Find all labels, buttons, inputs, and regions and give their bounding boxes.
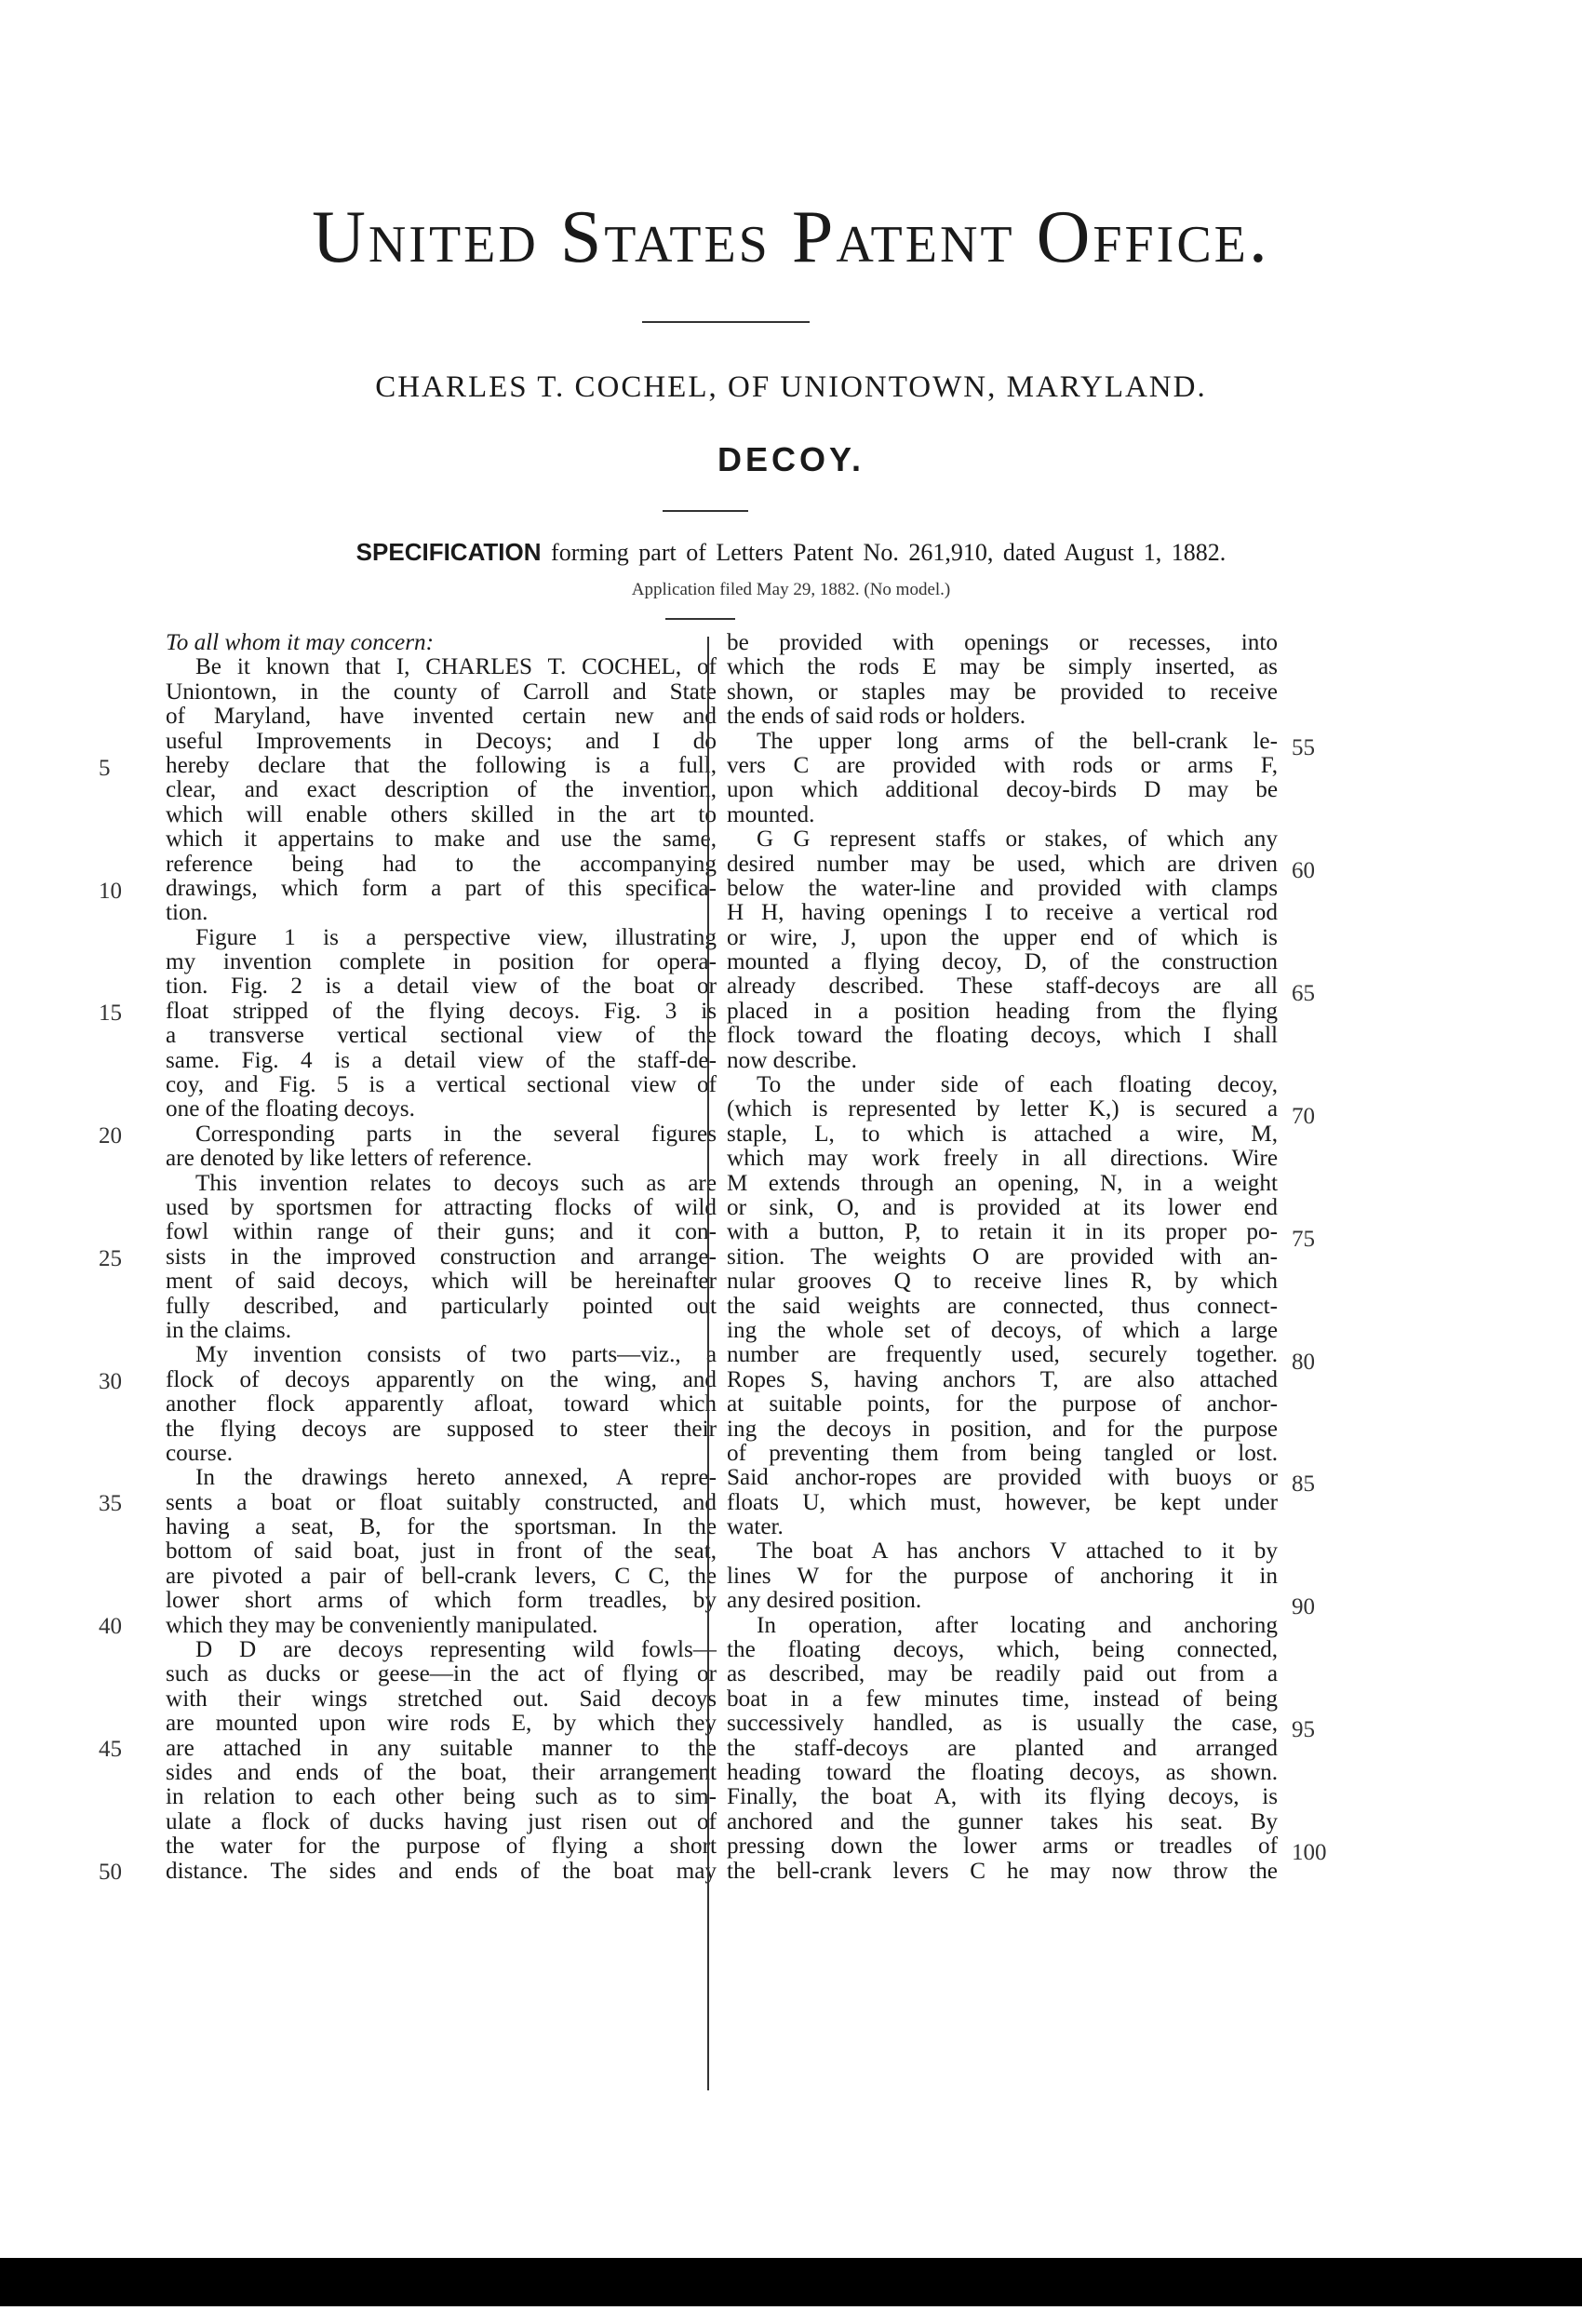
right-column-line: any desired position. <box>727 1588 922 1614</box>
right-column-line: H H, having openings I to receive a vertical rod <box>727 900 1278 926</box>
right-column-line: at suitable points, for the purpose of anchor- <box>727 1391 1278 1417</box>
left-column-line: the water for the purpose of flying a short <box>166 1834 717 1860</box>
left-column-line: clear, and exact description of the invention, <box>166 777 717 803</box>
right-column-line: of preventing them from being tangled or lost. <box>727 1440 1278 1466</box>
left-line-number: 25 <box>99 1246 122 1271</box>
right-column-line: pressing down the lower arms or treadles of <box>727 1834 1278 1860</box>
right-column-line: Said anchor-ropes are provided with buoys or <box>727 1465 1278 1491</box>
right-column-line: the said weights are connected, thus connect- <box>727 1293 1278 1319</box>
left-column-line: tion. Fig. 2 is a detail view of the boat or <box>166 974 717 1000</box>
specification-text: forming part of Letters Patent No. 261,910, dated August 1, 1882. <box>541 539 1227 566</box>
right-column-line: (which is represented by letter K,) is secured a <box>727 1096 1278 1122</box>
right-column-line: Ropes S, having anchors T, are also attached <box>727 1366 1278 1392</box>
right-column-line: now describe. <box>727 1047 857 1073</box>
column-divider <box>707 637 709 2090</box>
right-column-line: mounted. <box>727 801 815 827</box>
right-column-line: number are frequently used, securely together. <box>727 1342 1278 1368</box>
right-column-line: In operation, after locating and anchoring <box>757 1612 1278 1638</box>
left-column-line: in relation to each other being such as to sim- <box>166 1784 717 1810</box>
left-column-line: useful Improvements in Decoys; and I do <box>166 728 717 754</box>
right-column-line: which may work freely in all directions. Wire <box>727 1146 1278 1172</box>
left-column-line: sists in the improved construction and arrange- <box>166 1243 717 1269</box>
left-column-line: my invention complete in position for opera- <box>166 949 717 975</box>
right-column-line: with a button, P, to retain it in its proper po- <box>727 1219 1278 1245</box>
left-column-line: ulate a flock of ducks having just risen out of <box>166 1808 717 1834</box>
right-column-line: mounted a flying decoy, D, of the construction <box>727 949 1278 975</box>
right-line-number: 75 <box>1292 1227 1315 1252</box>
right-column-line: the bell-crank levers C he may now throw the <box>727 1858 1278 1884</box>
left-column-line: Uniontown, in the county of Carroll and State <box>166 678 717 705</box>
right-column-line: water. <box>727 1514 784 1540</box>
right-column-line: ing the whole set of decoys, of which a large <box>727 1317 1278 1343</box>
invention-title: DECOY. <box>717 440 865 478</box>
right-line-number: 100 <box>1292 1840 1327 1865</box>
right-column-line: flock toward the floating decoys, which I shall <box>727 1023 1278 1049</box>
left-column-line: are mounted upon wire rods E, by which they <box>166 1711 717 1737</box>
left-column-line: which they may be conveniently manipulated. <box>166 1612 598 1638</box>
left-line-number: 5 <box>99 756 111 781</box>
right-line-number: 60 <box>1292 858 1315 883</box>
left-column-line: a transverse vertical sectional view of the <box>166 1023 717 1049</box>
right-line-number: 85 <box>1292 1471 1315 1497</box>
title-rule <box>663 510 748 512</box>
right-column-line: upon which additional decoy-birds D may be <box>727 777 1278 803</box>
left-column-line: are denoted by like letters of reference. <box>166 1146 532 1172</box>
right-column-line: M extends through an opening, N, in a weight <box>727 1170 1278 1196</box>
right-line-number: 80 <box>1292 1350 1315 1375</box>
left-column-line: My invention consists of two parts—viz., a <box>195 1342 717 1368</box>
right-column-line: placed in a position heading from the flying <box>727 998 1278 1024</box>
specification-label: SPECIFICATION <box>355 538 542 566</box>
right-column-line: the ends of said rods or holders. <box>727 704 1026 730</box>
right-column-line: the staff-decoys are planted and arranged <box>727 1735 1278 1761</box>
right-column-line: below the water-line and provided with clamps <box>727 875 1278 901</box>
left-column-line: of Maryland, have invented certain new and <box>166 704 717 730</box>
left-column-line: which will enable others skilled in the art to <box>166 801 717 827</box>
left-column-line: having a seat, B, for the sportsman. In the <box>166 1514 717 1540</box>
right-column-line: anchored and the gunner takes his seat. By <box>727 1808 1278 1834</box>
spec-rule <box>665 618 735 620</box>
right-line-number: 65 <box>1292 981 1315 1006</box>
right-line-number: 90 <box>1292 1594 1315 1619</box>
left-column-line: are attached in any suitable manner to the <box>166 1735 717 1761</box>
left-column-line: are pivoted a pair of bell-crank levers, C C, the <box>166 1563 717 1589</box>
left-line-number: 15 <box>99 1001 122 1026</box>
right-column-line: already described. These staff-decoys are all <box>727 974 1278 1000</box>
left-column-line: same. Fig. 4 is a detail view of the staff-de- <box>166 1047 717 1073</box>
right-column-line: the floating decoys, which, being connected, <box>727 1637 1278 1663</box>
left-column-line: such as ducks or geese—in the act of flying or <box>166 1661 717 1687</box>
left-column-line: course. <box>166 1440 234 1466</box>
left-line-number: 45 <box>99 1737 122 1762</box>
left-column-line: float stripped of the flying decoys. Fig. 3 is <box>166 998 717 1024</box>
header-rule <box>642 321 810 323</box>
right-column-line: ing the decoys in position, and for the purpose <box>727 1416 1278 1442</box>
right-line-number: 95 <box>1292 1717 1315 1742</box>
left-column-line: one of the floating decoys. <box>166 1096 415 1122</box>
right-column-line: staple, L, to which is attached a wire, M, <box>727 1121 1278 1147</box>
right-column-line: or sink, O, and is provided at its lower end <box>727 1194 1278 1220</box>
left-column-line: with their wings stretched out. Said decoys <box>166 1686 717 1712</box>
left-column-line: Be it known that I, CHARLES T. COCHEL, of <box>195 654 717 680</box>
right-column-line: or wire, J, upon the upper end of which is <box>727 924 1278 950</box>
right-column-line: G G represent staffs or stakes, of which any <box>757 826 1278 853</box>
left-line-number: 30 <box>99 1369 122 1394</box>
right-line-number: 70 <box>1292 1104 1315 1129</box>
left-column-line: tion. <box>166 900 208 926</box>
left-column-line: reference being had to the accompanying <box>166 851 717 877</box>
right-column-line: floats U, which must, however, be kept under <box>727 1489 1278 1515</box>
left-column-line: coy, and Fig. 5 is a vertical sectional view of <box>166 1072 717 1098</box>
left-column-line: sides and ends of the boat, their arrangement <box>166 1759 717 1785</box>
left-text-column <box>166 631 717 1884</box>
left-column-line: another flock apparently afloat, toward which <box>166 1391 717 1417</box>
right-column-line: boat in a few minutes time, instead of being <box>727 1686 1278 1712</box>
left-column-line: sents a boat or float suitably constructed, and <box>166 1489 717 1515</box>
left-column-line: Figure 1 is a perspective view, illustrating <box>195 924 717 950</box>
right-column-line: heading toward the floating decoys, as shown. <box>727 1759 1278 1785</box>
left-column-line: fowl within range of their guns; and it con- <box>166 1219 717 1245</box>
right-text-column <box>727 631 1278 1884</box>
left-column-line: drawings, which form a part of this specifica- <box>166 875 717 901</box>
inventor-line: CHARLES T. COCHEL, OF UNIONTOWN, MARYLAND. <box>375 370 1207 404</box>
right-column-line: which the rods E may be simply inserted, as <box>727 654 1278 680</box>
left-column-line: In the drawings hereto annexed, A repre- <box>195 1465 717 1491</box>
left-column-line: Corresponding parts in the several figures <box>195 1121 717 1147</box>
right-column-line: nular grooves Q to receive lines R, by which <box>727 1269 1278 1295</box>
left-column-line: the flying decoys are supposed to steer their <box>166 1416 717 1442</box>
left-line-number: 40 <box>99 1614 122 1639</box>
left-column-line: flock of decoys apparently on the wing, and <box>166 1366 717 1392</box>
right-column-line: sition. The weights O are provided with an- <box>727 1243 1278 1269</box>
right-column-line: be provided with openings or recesses, into <box>727 630 1278 655</box>
right-column-line: vers C are provided with rods or arms F, <box>727 752 1278 778</box>
page-header-office: United States Patent Office. <box>312 196 1270 278</box>
left-line-number: 50 <box>99 1860 122 1885</box>
left-column-line: distance. The sides and ends of the boat may <box>166 1858 717 1884</box>
right-column-line: To the under side of each floating decoy, <box>757 1072 1278 1098</box>
left-column-line: used by sportsmen for attracting flocks of wild <box>166 1194 717 1220</box>
right-column-line: desired number may be used, which are driven <box>727 851 1278 877</box>
left-line-number: 10 <box>99 879 122 904</box>
right-column-line: lines W for the purpose of anchoring it in <box>727 1563 1278 1589</box>
right-column-line: as described, may be readily paid out from a <box>727 1661 1278 1687</box>
left-column-line: This invention relates to decoys such as are <box>195 1170 717 1196</box>
left-column-line: To all whom it may concern: <box>166 630 435 655</box>
left-column-line: D D are decoys representing wild fowls— <box>195 1637 717 1663</box>
footer-bar <box>0 2258 1582 2306</box>
specification-line <box>0 538 1582 567</box>
left-column-line: fully described, and particularly pointed out <box>166 1293 717 1319</box>
right-column-line: The upper long arms of the bell-crank le- <box>757 728 1278 754</box>
right-line-number: 55 <box>1292 735 1315 760</box>
left-line-number: 20 <box>99 1123 122 1149</box>
right-column-line: shown, or staples may be provided to receive <box>727 678 1278 705</box>
left-column-line: lower short arms of which form treadles, by <box>166 1588 717 1614</box>
right-column-line: The boat A has anchors V attached to it by <box>757 1538 1278 1565</box>
left-column-line: bottom of said boat, just in front of the seat, <box>166 1538 717 1565</box>
application-line: Application filed May 29, 1882. (No model.) <box>631 580 951 599</box>
left-column-line: hereby declare that the following is a full, <box>166 752 717 778</box>
left-column-line: ment of said decoys, which will be hereinafter <box>166 1269 717 1295</box>
right-column-line: successively handled, as is usually the case, <box>727 1711 1278 1737</box>
left-column-line: which it appertains to make and use the same, <box>166 826 717 853</box>
right-column-line: Finally, the boat A, with its flying decoys, is <box>727 1784 1278 1810</box>
left-line-number: 35 <box>99 1491 122 1516</box>
left-column-line: in the claims. <box>166 1317 292 1343</box>
